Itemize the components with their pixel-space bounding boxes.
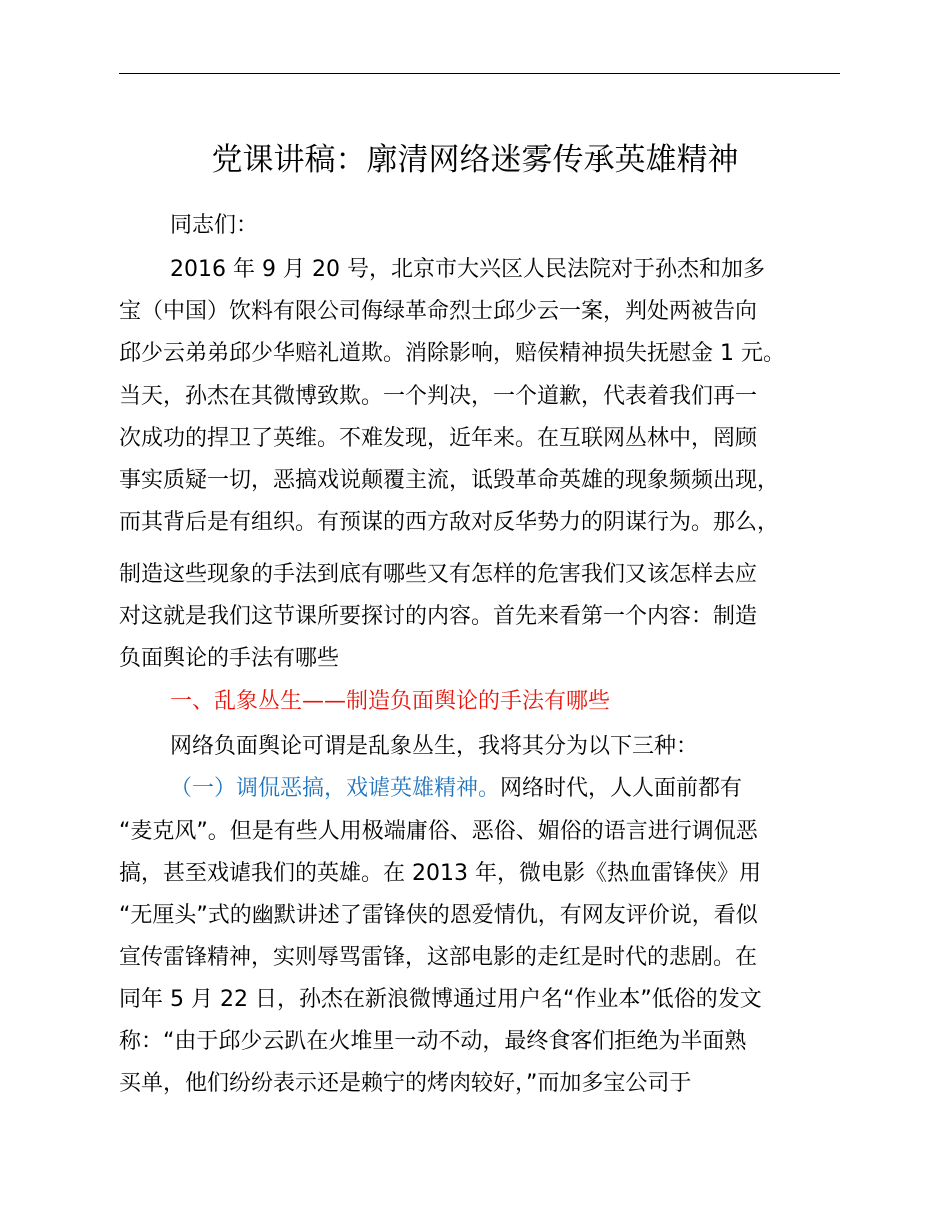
paragraph-line: 宣传雷锋精神，实则辱骂雷锋，这部电影的走红是时代的悲剧。在	[119, 945, 758, 970]
paragraph-line: 制造这些现象的手法到底有哪些又有怎样的危害我们又该怎样去应	[119, 562, 758, 587]
paragraph-line: 网络负面舆论可谓是乱象丛生，我将其分为以下三种：	[170, 734, 699, 759]
header-rule	[119, 73, 840, 74]
paragraph-text: 网络时代，人人面前都有	[500, 776, 743, 801]
paragraph-line: 负面舆论的手法有哪些	[119, 646, 340, 671]
paragraph-line: 称：“由于邱少云趴在火堆里一动不动，最终食客们拒绝为半面熟	[119, 1029, 747, 1054]
document-title: 党课讲稿：廓清网络迷雾传承英雄精神	[211, 142, 739, 178]
paragraph-line: 对这就是我们这节课所要探讨的内容。首先来看第一个内容：制造	[119, 604, 758, 629]
salutation: 同志们：	[170, 213, 259, 238]
paragraph-line: 同年 5 月 22 日，孙杰在新浪微博通过用户名“作业本”低俗的发文	[119, 987, 762, 1012]
section-heading: 一、乱象丛生——制造负面舆论的手法有哪些	[170, 689, 611, 714]
paragraph-line: 事实质疑一切，恶搞戏说颠覆主流，诋毁革命英雄的现象频频出现，	[119, 468, 780, 493]
paragraph-line: 搞，甚至戏谑我们的英雄。在 2013 年，微电影《热血雷锋侠》用	[119, 861, 761, 886]
paragraph-line: 次成功的捍卫了英维。不难发现，近年来。在互联网丛林中，罔顾	[119, 426, 758, 451]
paragraph-line	[170, 769, 742, 809]
paragraph-line: “麦克风”。但是有些人用极端庸俗、恶俗、媚俗的语言进行调侃恶	[119, 819, 758, 844]
subsection-heading: （一）调侃恶搞，戏谑英雄精神。	[170, 776, 501, 801]
paragraph-line: 买单，他们纷纷表示还是赖宁的烤肉较好，”而加多宝公司于	[119, 1071, 692, 1096]
paragraph-line: 而其背后是有组织。有预谋的西方敌对反华势力的阴谋行为。那么，	[119, 510, 780, 535]
paragraph-line: 当天，孙杰在其微博致欺。一个判决，一个道歉，代表着我们再一	[119, 384, 758, 409]
paragraph-line: “无厘头”式的幽默讲述了雷锋侠的恩爱情仇，有网友评价说，看似	[119, 903, 758, 928]
paragraph-line: 邱少云弟弟邱少华赔礼道欺。消除影响，赔侯精神损失抚慰金 1 元。	[119, 341, 785, 366]
paragraph-line: 宝（中国）饮料有限公司侮绿革命烈士邱少云一案，判处两被告向	[119, 299, 758, 324]
paragraph-line: 2016 年 9 月 20 号，北京市大兴区人民法院对于孙杰和加多	[170, 257, 765, 282]
